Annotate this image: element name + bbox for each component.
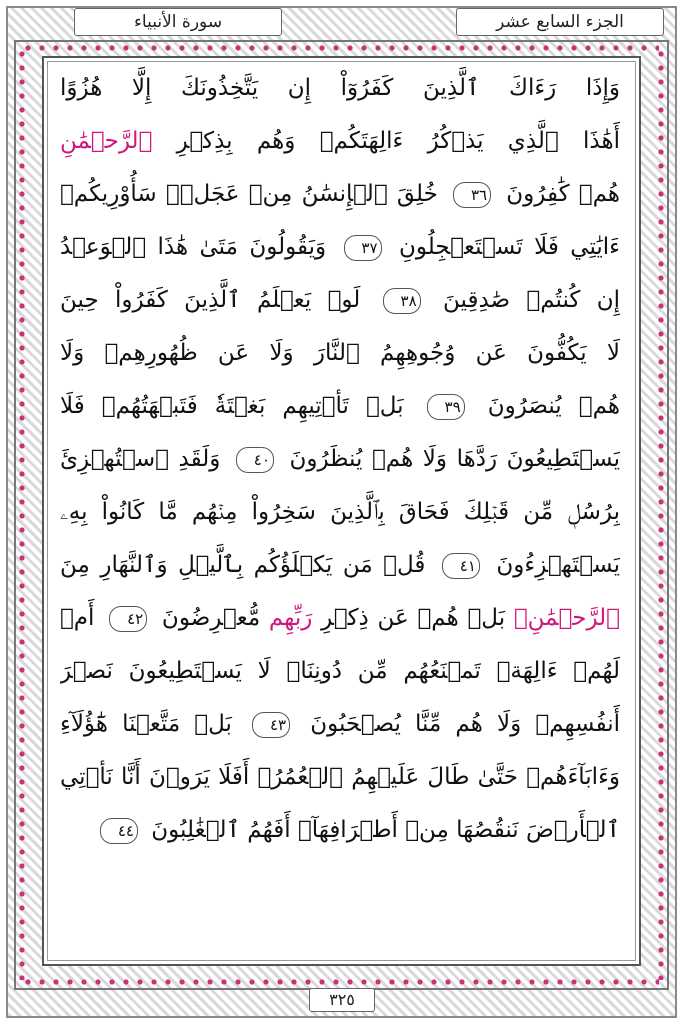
verse-text: أَهَٰذَا ٱلَّذِي يَذۡكُرُ ءَالِهَتَكُمۡ وَهُم بِذِكۡرِ <box>152 128 620 154</box>
ayah-number-marker: ٣٩ <box>427 394 465 420</box>
text-line <box>60 804 620 857</box>
verse-text: ٱلۡأَرۡضَ نَنقُصُهَا مِنۡ أَطۡرَافِهَآۚ أَفَهُمُ ٱلۡغَٰلِبُونَ <box>143 817 620 843</box>
ayah-number-marker: ٤٣ <box>252 712 290 738</box>
verse-text: مُّعۡرِضُونَ <box>153 605 269 631</box>
divine-name-text: رَبِّهِم <box>268 605 313 631</box>
verse-text: بَلۡ هُمۡ عَن ذِكۡرِ <box>312 605 514 631</box>
text-line <box>60 115 620 168</box>
text-line <box>60 168 620 221</box>
text-line <box>60 486 620 539</box>
text-line <box>60 592 620 645</box>
verse-text: لَا يَكُفُّونَ عَن وُجُوهِهِمُ ٱلنَّارَ وَلَا عَن ظُهُورِهِمۡ وَلَا <box>60 340 620 366</box>
ayah-number-marker: ٤٤ <box>100 818 138 844</box>
verse-text: وَيَقُولُونَ مَتَىٰ هَٰذَا ٱلۡوَعۡدُ <box>60 234 338 260</box>
ayah-number-marker: ٤٢ <box>109 606 147 632</box>
text-line <box>60 62 620 115</box>
verse-text: هُمۡ يُنصَرُونَ <box>470 393 620 419</box>
page-number: ٣٢٥ <box>309 988 375 1012</box>
verse-text: قُلۡ مَن يَكۡلَؤُكُم بِٱلَّيۡلِ وَٱلنَّهَارِ مِنَ <box>60 552 436 578</box>
text-line <box>60 433 620 486</box>
text-line <box>60 327 620 380</box>
text-line <box>60 380 620 433</box>
verse-text: وَإِذَا رَءَاكَ ٱلَّذِينَ كَفَرُوٓاْ إِن يَتَّخِذُونَكَ إِلَّا هُزُوًا <box>60 75 620 101</box>
ayah-number-marker: ٤٠ <box>236 447 274 473</box>
divine-name-text: ٱلرَّحۡمَٰنِ <box>60 128 153 154</box>
verse-text: هُمۡ كَٰفِرُونَ <box>497 181 620 207</box>
text-line <box>60 539 620 592</box>
verse-text: يَسۡتَطِيعُونَ رَدَّهَا وَلَا هُمۡ يُنظَرُونَ <box>279 446 620 472</box>
verse-text: بَلۡ مَتَّعۡنَا هَٰٓؤُلَآءِ <box>60 711 247 737</box>
ayah-number-marker: ٣٧ <box>344 235 382 261</box>
verse-text: وَءَابَآءَهُمۡ حَتَّىٰ طَالَ عَلَيۡهِمُ ٱلۡعُمُرُۗ أَفَلَا يَرَوۡنَ أَنَّا نَأۡتِي <box>60 764 620 790</box>
ayah-number-marker: ٤١ <box>442 553 480 579</box>
verse-text: لَهُمۡ ءَالِهَةٞ تَمۡنَعُهُم مِّن دُونِنَاۚ لَا يَسۡتَطِيعُونَ نَصۡرَ <box>60 658 620 684</box>
verse-text: بَلۡ تَأۡتِيهِم بَغۡتَةٗ فَتَبۡهَتُهُمۡ فَلَا <box>60 393 421 419</box>
text-line <box>60 274 620 327</box>
verse-text: بِرُسُلٖ مِّن قَبۡلِكَ فَحَاقَ بِٱلَّذِينَ سَخِرُواْ مِنۡهُم مَّا كَانُواْ بِهِۦ <box>60 499 620 525</box>
quran-text <box>60 62 620 857</box>
verse-text: يَسۡتَهۡزِءُونَ <box>485 552 620 578</box>
ayah-number-marker: ٣٨ <box>383 288 421 314</box>
ayah-number-marker: ٣٦ <box>453 182 491 208</box>
verse-text: خُلِقَ ٱلۡإِنسَٰنُ مِنۡ عَجَلٖۚ سَأُوْرِيكُمۡ <box>60 181 448 207</box>
verse-text: وَلَقَدِ ٱسۡتُهۡزِئَ <box>60 446 230 472</box>
juz-header: الجزء السابع عشر <box>456 8 664 36</box>
divine-name-text: ٱلرَّحۡمَٰنِۚ <box>513 605 620 631</box>
text-line <box>60 698 620 751</box>
verse-text: أَنفُسِهِمۡ وَلَا هُم مِّنَّا يُصۡحَبُونَ <box>296 711 620 737</box>
surah-header: سورة الأنبياء <box>74 8 282 36</box>
verse-text: لَوۡ يَعۡلَمُ ٱلَّذِينَ كَفَرُواْ حِينَ <box>60 287 377 313</box>
text-line <box>60 221 620 274</box>
verse-text: أَمۡ <box>60 605 104 631</box>
text-line <box>60 645 620 698</box>
text-line <box>60 751 620 804</box>
verse-text: إِن كُنتُمۡ صَٰدِقِينَ <box>426 287 620 313</box>
verse-text: ءَايَٰتِي فَلَا تَسۡتَعۡجِلُونِ <box>387 234 620 260</box>
